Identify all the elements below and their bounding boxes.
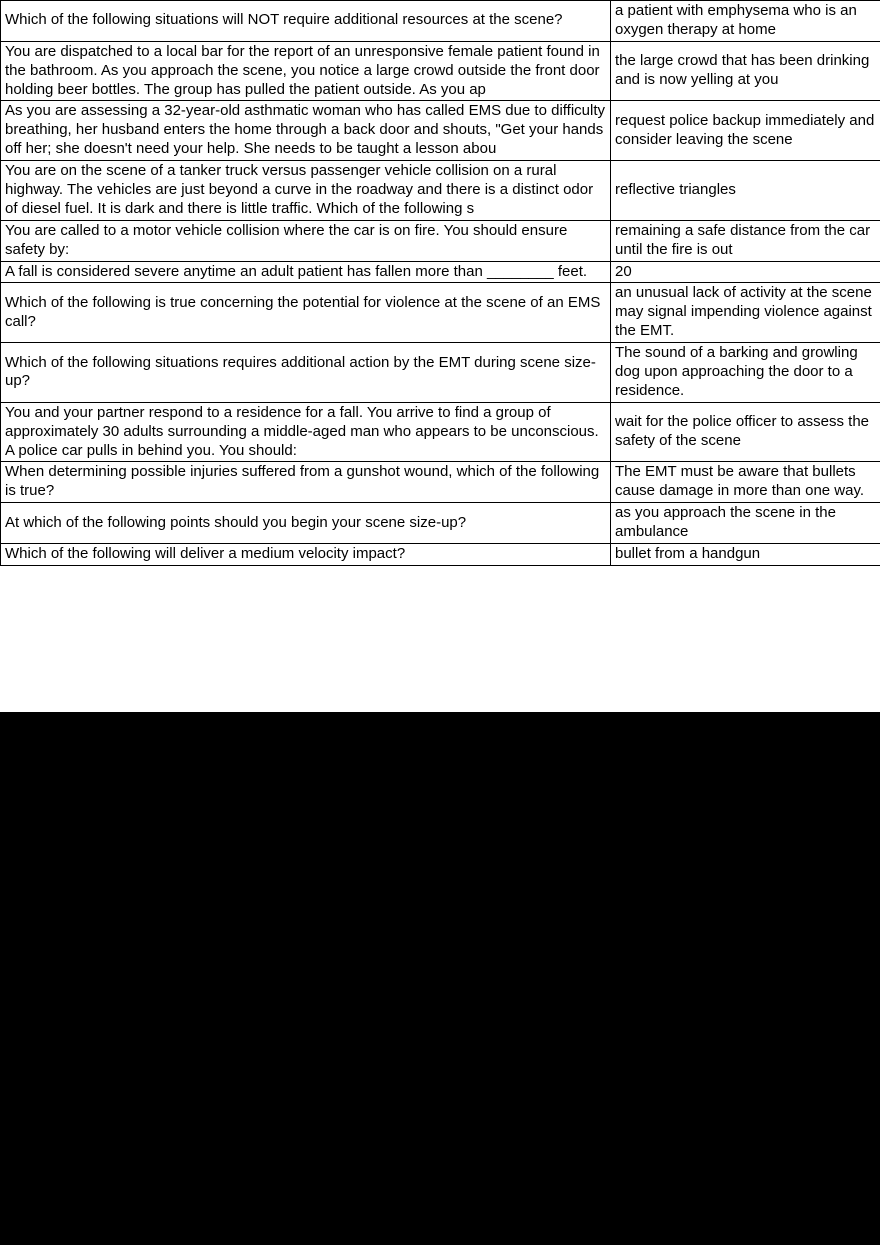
table-row xyxy=(1,503,880,544)
question-cell: You and your partner respond to a residence for a fall. You arrive to find a group of approximately 30 adults surrounding a middle-aged man who appears to be unconscious. A police car pulls in behind you. You should: xyxy=(1,402,611,462)
table-row xyxy=(1,101,880,161)
question-answer-table xyxy=(0,0,880,566)
question-cell: Which of the following situations will NOT require additional resources at the scene? xyxy=(1,1,611,42)
answer-cell: 20 xyxy=(611,261,880,283)
answer-cell: as you approach the scene in the ambulance xyxy=(611,503,880,544)
answer-cell: reflective triangles xyxy=(611,161,880,221)
table-row xyxy=(1,220,880,261)
answer-cell: the large crowd that has been drinking and is now yelling at you xyxy=(611,41,880,101)
question-cell: A fall is considered severe anytime an adult patient has fallen more than ________ feet. xyxy=(1,261,611,283)
table-row xyxy=(1,544,880,566)
answer-cell: remaining a safe distance from the car until the fire is out xyxy=(611,220,880,261)
table-row xyxy=(1,41,880,101)
question-cell: Which of the following will deliver a medium velocity impact? xyxy=(1,544,611,566)
table-row xyxy=(1,161,880,221)
table-row xyxy=(1,402,880,462)
question-cell: Which of the following is true concerning the potential for violence at the scene of an EMS call? xyxy=(1,283,611,343)
table-row xyxy=(1,1,880,42)
answer-cell: bullet from a handgun xyxy=(611,544,880,566)
qa-table-body xyxy=(1,1,880,566)
question-cell: You are called to a motor vehicle collision where the car is on fire. You should ensure safety by: xyxy=(1,220,611,261)
answer-cell: wait for the police officer to assess the safety of the scene xyxy=(611,402,880,462)
question-cell: You are on the scene of a tanker truck versus passenger vehicle collision on a rural highway. The vehicles are just beyond a curve in the roadway and there is a distinct odor of diesel fuel. It is dark and there is little traffic. Which of the following s xyxy=(1,161,611,221)
question-cell: At which of the following points should you begin your scene size-up? xyxy=(1,503,611,544)
answer-cell: The EMT must be aware that bullets cause damage in more than one way. xyxy=(611,462,880,503)
answer-cell: The sound of a barking and growling dog upon approaching the door to a residence. xyxy=(611,343,880,403)
answer-cell: an unusual lack of activity at the scene may signal impending violence against the EMT. xyxy=(611,283,880,343)
table-row xyxy=(1,283,880,343)
question-cell: When determining possible injuries suffered from a gunshot wound, which of the following is true? xyxy=(1,462,611,503)
answer-cell: a patient with emphysema who is an oxygen therapy at home xyxy=(611,1,880,42)
table-row xyxy=(1,462,880,503)
answer-cell: request police backup immediately and consider leaving the scene xyxy=(611,101,880,161)
table-row xyxy=(1,261,880,283)
question-cell: You are dispatched to a local bar for the report of an unresponsive female patient found in the bathroom. As you approach the scene, you notice a large crowd outside the front door holding beer bottles. The group has pulled the patient outside. As you ap xyxy=(1,41,611,101)
table-row xyxy=(1,343,880,403)
question-cell: As you are assessing a 32-year-old asthmatic woman who has called EMS due to difficulty breathing, her husband enters the home through a back door and shouts, "Get your hands off her; she doesn't need your help. She needs to be taught a lesson abou xyxy=(1,101,611,161)
question-cell: Which of the following situations requires additional action by the EMT during scene size-up? xyxy=(1,343,611,403)
